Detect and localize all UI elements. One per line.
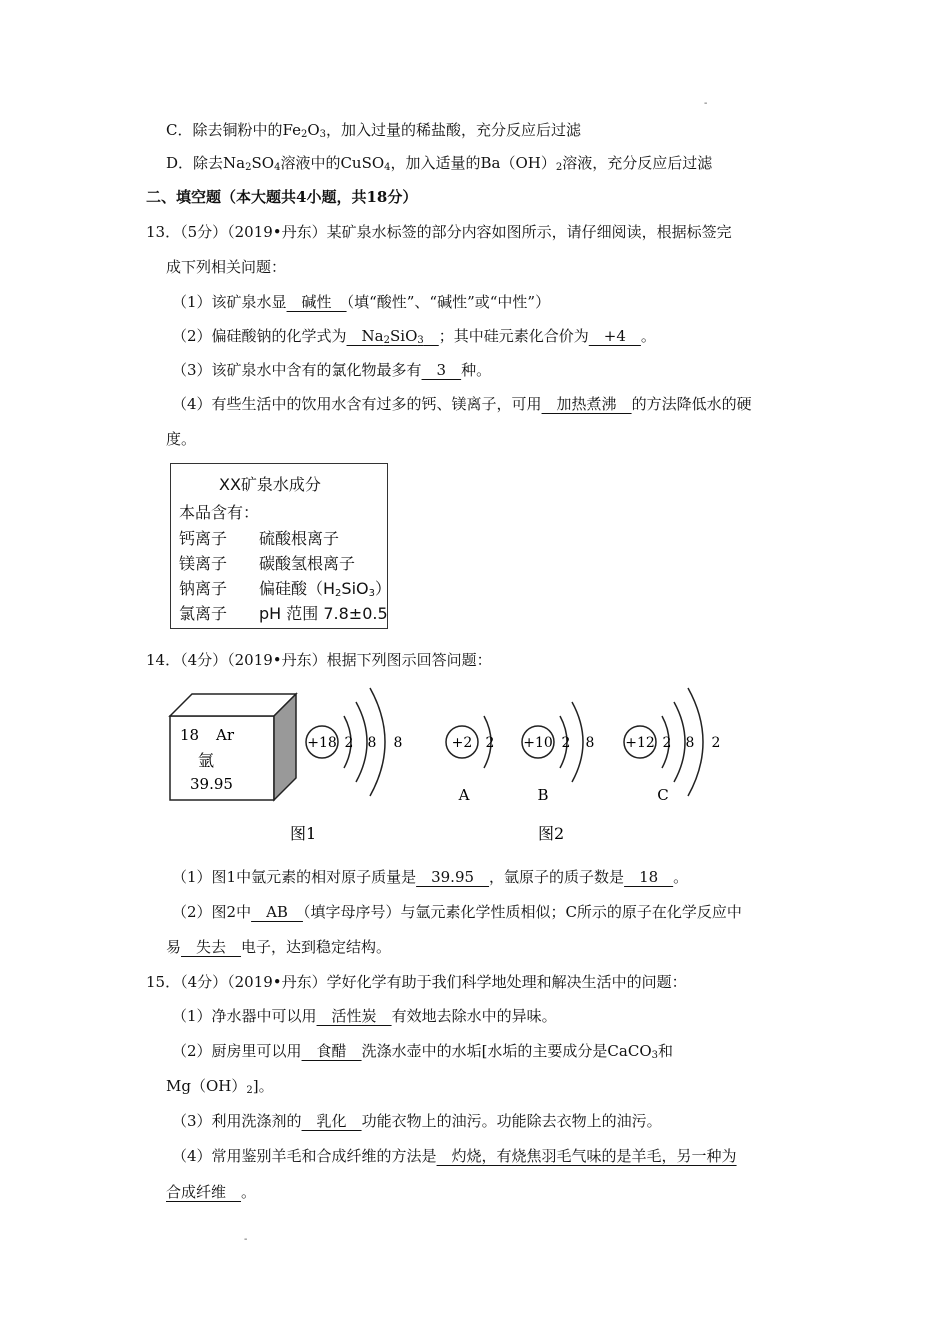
text: （填“酸性”、“碱性”或“中性”） xyxy=(346,293,551,311)
text: 偏硅酸（H xyxy=(259,579,336,598)
text: （填字母序号）与氩元素化学性质相似；C所示的原子在化学反应中 xyxy=(302,903,742,921)
answer: 39.95 xyxy=(416,868,490,886)
shell-arc xyxy=(674,702,685,782)
q14-stem: 14．（4分）（2019•丹东）根据下列图示回答问题： xyxy=(146,651,492,669)
label-ion: 钙离子 xyxy=(179,529,228,548)
text: 有效地去除水中的异味。 xyxy=(391,1007,557,1025)
q13-part4-cont: 度。 xyxy=(166,430,197,448)
text: （4）常用鉴别羊毛和合成纤维的方法是 xyxy=(172,1147,437,1165)
text: 种。 xyxy=(461,361,492,379)
q14-part1 xyxy=(172,867,688,887)
figure-2-caption: 图2 xyxy=(538,824,565,843)
text: ） xyxy=(375,579,392,598)
shell-electrons: 2 xyxy=(485,735,495,751)
option-c-text: O xyxy=(307,121,320,139)
atom-a-label: A xyxy=(458,786,470,804)
argon-nucleus-charge: +18 xyxy=(307,735,337,751)
atom-b-charge: +10 xyxy=(523,735,553,751)
shell-electrons: 8 xyxy=(393,735,403,751)
text: SiO xyxy=(341,579,369,598)
text: 和 xyxy=(658,1042,674,1060)
option-c-text: ，加入过量的稀盐酸，充分反应后过滤 xyxy=(326,121,582,139)
text: ，氩原子的质子数是 xyxy=(489,868,625,886)
text: （3）利用洗涤剂的 xyxy=(172,1112,302,1130)
sub: 2 xyxy=(245,162,252,173)
sub: 3 xyxy=(651,1050,658,1061)
text: 电子，达到稳定结构。 xyxy=(241,938,392,956)
sub: 2 xyxy=(300,129,308,140)
sub: 4 xyxy=(384,162,391,173)
atom-c-label: C xyxy=(657,786,669,804)
text: Na xyxy=(346,327,384,345)
element-number: 18 xyxy=(180,726,200,744)
q13-stem-cont: 成下列相关问题： xyxy=(166,258,287,276)
text: （1）该矿泉水显 xyxy=(172,293,287,311)
label-ph: pH 范围 7.8±0.5 xyxy=(259,604,388,623)
text: （4）有些生活中的饮用水含有过多的钙、镁离子，可用 xyxy=(172,395,542,413)
label-ion xyxy=(259,576,391,599)
answer: 乳化 xyxy=(301,1112,362,1130)
q15-part1 xyxy=(172,1006,557,1026)
text: 。 xyxy=(673,868,689,886)
option-d xyxy=(166,153,712,178)
option-d-text: SO xyxy=(251,154,275,172)
label-ion: 钠离子 xyxy=(179,579,228,598)
atom-c-charge: +12 xyxy=(625,735,655,751)
shell-electrons: 8 xyxy=(585,735,595,751)
text: 。 xyxy=(640,327,656,345)
atom-a-charge: +2 xyxy=(451,735,473,751)
section-heading: 二、填空题（本大题共4小题，共18分） xyxy=(146,188,418,206)
option-c xyxy=(166,120,581,145)
sub: 2 xyxy=(246,1085,253,1096)
text: （1）图1中氩元素的相对原子质量是 xyxy=(172,868,417,886)
answer: 18 xyxy=(624,868,674,886)
answer: 灼烧，有烧焦羽毛气味的是羊毛，另一种为 xyxy=(436,1147,737,1165)
answer: 食醋 xyxy=(301,1042,362,1060)
q15-part4-cont xyxy=(166,1182,256,1202)
text: Mg（OH） xyxy=(166,1077,247,1095)
sub: 4 xyxy=(274,162,281,173)
sub: 2 xyxy=(555,162,563,173)
option-d-text: D．除去Na xyxy=(166,154,246,172)
text: SiO xyxy=(390,327,418,345)
q15-part4 xyxy=(172,1146,737,1166)
option-c-text: C．除去铜粉中的Fe xyxy=(166,121,301,139)
q15-part2-cont xyxy=(166,1076,274,1101)
text xyxy=(424,327,439,345)
shell-electrons: 2 xyxy=(344,735,354,751)
text: ；其中硅元素化合价为 xyxy=(438,327,589,345)
text: 易 xyxy=(166,938,182,956)
answer: +4 xyxy=(588,327,641,345)
q14-part2 xyxy=(172,902,742,922)
text: 功能衣物上的油污。功能除去衣物上的油污。 xyxy=(361,1112,662,1130)
label-ion: 镁离子 xyxy=(179,554,228,573)
q15-part2 xyxy=(172,1041,673,1066)
option-d-text: ，加入适量的Ba（OH） xyxy=(390,154,556,172)
shell-electrons: 2 xyxy=(662,735,672,751)
sub: 3 xyxy=(319,129,327,140)
text: （2）厨房里可以用 xyxy=(172,1042,302,1060)
shell-electrons: 2 xyxy=(711,735,721,751)
element-name: 氩 xyxy=(198,751,215,770)
sub: 3 xyxy=(417,335,424,346)
sub: 2 xyxy=(335,588,342,599)
shell-arc xyxy=(572,702,583,782)
label-contains: 本品含有： xyxy=(179,503,260,522)
answer xyxy=(347,327,439,345)
text: （3）该矿泉水中含有的氯化物最多有 xyxy=(172,361,422,379)
answer: 3 xyxy=(421,361,462,379)
element-cube xyxy=(170,694,296,800)
q14-part2-cont xyxy=(166,937,391,957)
option-d-text: 溶液中的CuSO xyxy=(280,154,385,172)
q14-figure xyxy=(160,676,760,856)
text: 。 xyxy=(241,1183,257,1201)
q13-part2 xyxy=(172,326,656,351)
label-title: XX矿泉水成分 xyxy=(219,475,321,494)
text: （1）净水器中可以用 xyxy=(172,1007,317,1025)
shell-electrons: 8 xyxy=(367,735,377,751)
shell-electrons: 2 xyxy=(561,735,571,751)
text: 的方法降低水的硬 xyxy=(631,395,752,413)
sub: 3 xyxy=(368,588,375,599)
page-dot: - xyxy=(244,1234,248,1245)
element-symbol: Ar xyxy=(216,726,235,744)
q15-part3 xyxy=(172,1111,662,1131)
atom-b-label: B xyxy=(537,786,549,804)
option-d-text: 溶液，充分反应后过滤 xyxy=(562,154,713,172)
label-ion: 硫酸根离子 xyxy=(259,529,340,548)
answer: 加热煮沸 xyxy=(541,395,632,413)
q13-stem: 13．（5分）（2019•丹东）某矿泉水标签的部分内容如图所示，请仔细阅读，根据标签完 xyxy=(146,223,732,241)
shell-electrons: 8 xyxy=(685,735,695,751)
shell-arc xyxy=(356,702,367,782)
figure-1-caption: 图1 xyxy=(290,824,317,843)
q13-part1 xyxy=(172,292,550,312)
page-dot: - xyxy=(704,98,708,109)
answer: 失去 xyxy=(181,938,242,956)
text: （2）偏硅酸钠的化学式为 xyxy=(172,327,347,345)
label-ion: 碳酸氢根离子 xyxy=(259,554,356,573)
answer: 活性炭 xyxy=(316,1007,392,1025)
text: ]。 xyxy=(252,1077,274,1095)
label-ion: 氯离子 xyxy=(179,604,228,623)
answer: 合成纤维 xyxy=(166,1183,242,1201)
element-mass: 39.95 xyxy=(190,775,233,793)
q13-part4 xyxy=(172,394,752,414)
sub: 2 xyxy=(383,335,390,346)
q15-stem: 15．（4分）（2019•丹东）学好化学有助于我们科学地处理和解决生活中的问题： xyxy=(146,973,687,991)
answer: 碱性 xyxy=(286,293,347,311)
q13-part3 xyxy=(172,360,491,380)
mineral-water-label xyxy=(170,463,392,629)
answer: AB xyxy=(251,903,303,921)
text: （2）图2中 xyxy=(172,903,252,921)
text: 洗涤水壶中的水垢[水垢的主要成分是CaCO xyxy=(361,1042,652,1060)
